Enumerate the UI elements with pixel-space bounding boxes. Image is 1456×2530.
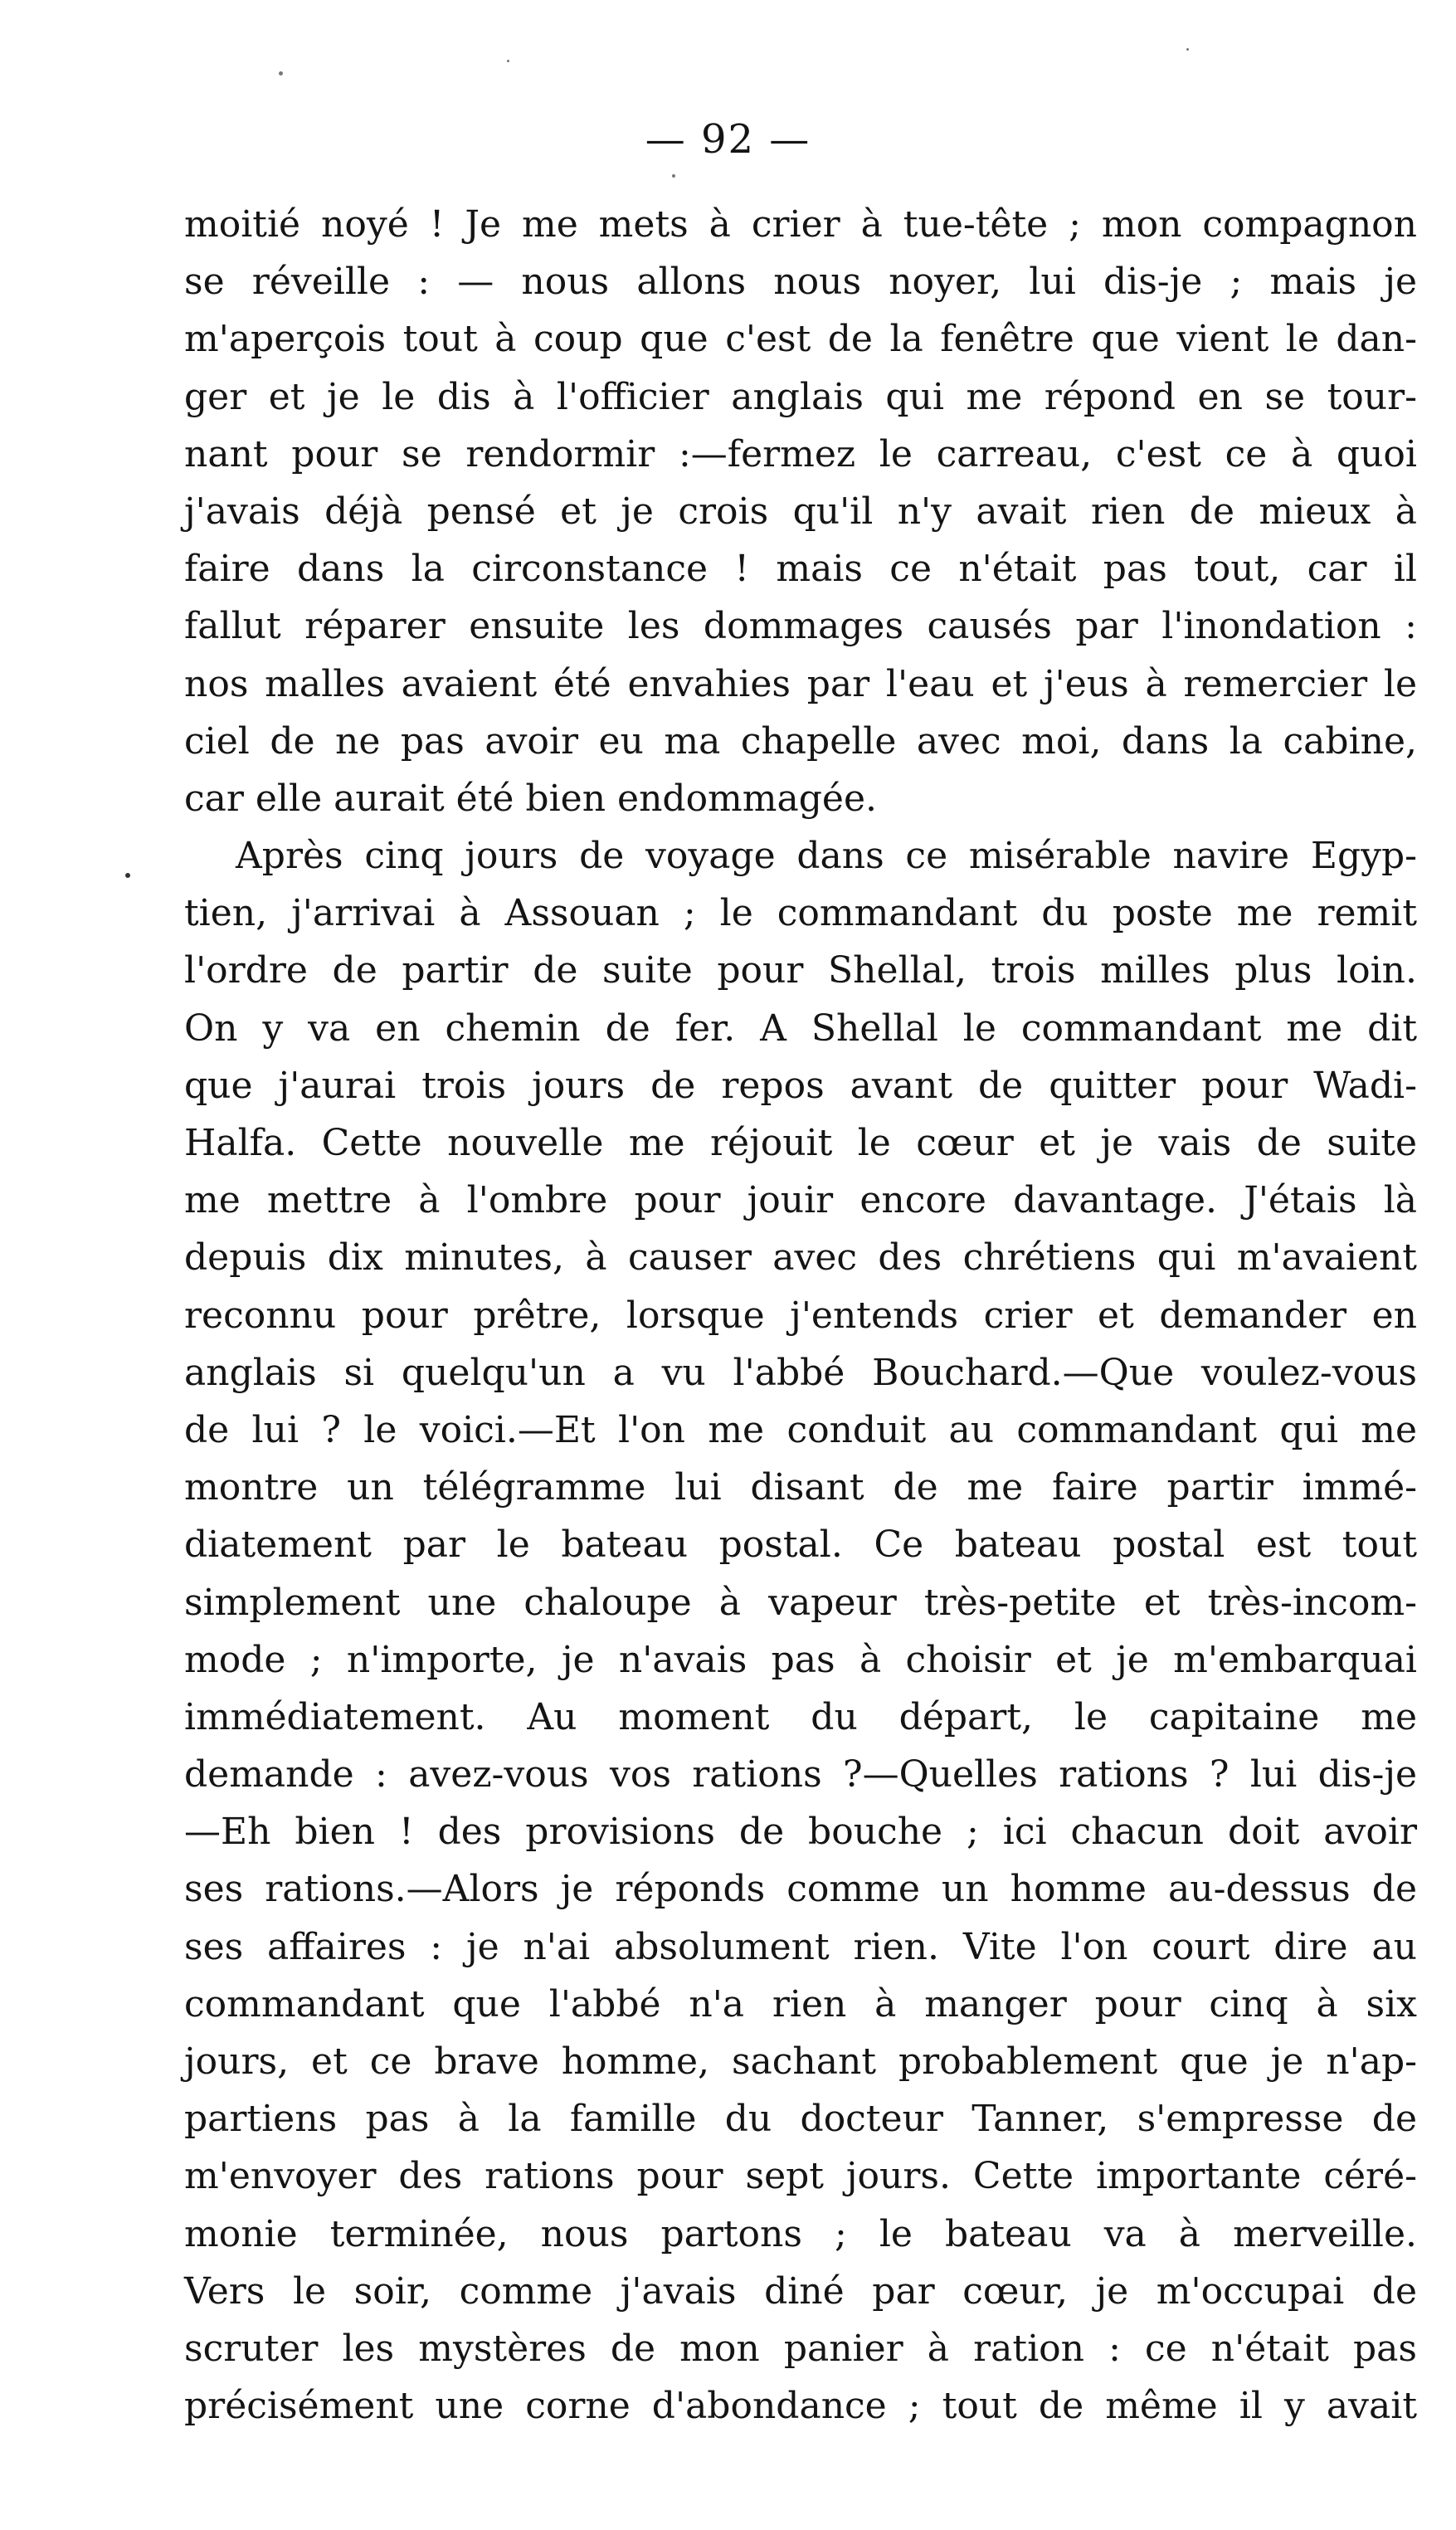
paper-speck xyxy=(1186,48,1189,51)
text-line: Halfa. Cette nouvelle me réjouit le cœur et je vais de suite xyxy=(184,1122,1417,1164)
text-line: de lui ? le voici.—Et l'on me conduit au commandant qui me xyxy=(184,1408,1417,1451)
paper-speck xyxy=(672,174,675,178)
text-line: Vers le soir, comme j'avais diné par cœur, je m'occupai de xyxy=(184,2269,1417,2313)
paragraph xyxy=(184,827,1417,2435)
text-line: immédiatement. Au moment du départ, le capitaine me xyxy=(184,1695,1417,1738)
text-line: montre un télégramme lui disant de me faire partir immé- xyxy=(184,1466,1417,1509)
paper-speck xyxy=(507,60,509,62)
text-line: j'avais déjà pensé et je crois qu'il n'y avait rien de mieux à xyxy=(184,490,1417,533)
text-line: moitié noyé ! Je me mets à crier à tue-tête ; mon compagnon xyxy=(184,203,1417,246)
text-line: Après cinq jours de voyage dans ce misérable navire Egyp- xyxy=(236,835,1417,878)
page-number: — 92 — xyxy=(645,116,811,163)
text-line: me mettre à l'ombre pour jouir encore davantage. J'étais là xyxy=(184,1179,1417,1222)
text-line: anglais si quelqu'un a vu l'abbé Bouchard.—Que voulez-vous xyxy=(184,1351,1417,1394)
text-line: tien, j'arrivai à Assouan ; le commandant du poste me remit xyxy=(184,892,1417,935)
text-line: ger et je le dis à l'officier anglais qui me répond en se tour- xyxy=(184,375,1417,418)
text-line: reconnu pour prêtre, lorsque j'entends crier et demander en xyxy=(184,1294,1417,1337)
text-line: fallut réparer ensuite les dommages causés par l'inondation : xyxy=(184,605,1417,648)
text-line: depuis dix minutes, à causer avec des chrétiens qui m'avaient xyxy=(184,1236,1417,1280)
text-line: nant pour se rendormir :—fermez le carreau, c'est ce à quoi xyxy=(184,432,1417,475)
text-line: ciel de ne pas avoir eu ma chapelle avec moi, dans la cabine, xyxy=(184,719,1417,763)
text-line: précisément une corne d'abondance ; tout de même il y avait xyxy=(184,2385,1417,2428)
paper-speck xyxy=(125,873,130,878)
text-line: demande : avez-vous vos rations ?—Quelles rations ? lui dis-je xyxy=(184,1753,1417,1796)
text-line: faire dans la circonstance ! mais ce n'était pas tout, car il xyxy=(184,548,1417,591)
text-line: —Eh bien ! des provisions de bouche ; ici chacun doit avoir xyxy=(184,1811,1417,1854)
text-line: l'ordre de partir de suite pour Shellal, trois milles plus loin. xyxy=(184,949,1417,992)
text-line: ses affaires : je n'ai absolument rien. Vite l'on court dire au xyxy=(184,1925,1417,1968)
text-line: diatement par le bateau postal. Ce bateau postal est tout xyxy=(184,1523,1417,1567)
text-line: simplement une chaloupe à vapeur très-petite et très-incom- xyxy=(184,1581,1417,1624)
text-line: que j'aurai trois jours de repos avant de quitter pour Wadi- xyxy=(184,1064,1417,1107)
body-text xyxy=(184,196,1417,2435)
text-line: scruter les mystères de mon panier à ration : ce n'était pas xyxy=(184,2327,1417,2370)
text-line: mode ; n'importe, je n'avais pas à choisir et je m'embarquai xyxy=(184,1638,1417,1681)
text-line: m'aperçois tout à coup que c'est de la fenêtre que vient le dan- xyxy=(184,318,1417,361)
text-line: partiens pas à la famille du docteur Tanner, s'empresse de xyxy=(184,2098,1417,2141)
text-line: m'envoyer des rations pour sept jours. Cette importante céré- xyxy=(184,2155,1417,2198)
paragraph xyxy=(184,196,1417,827)
text-line: jours, et ce brave homme, sachant probablement que je n'ap- xyxy=(184,2040,1417,2083)
text-line: monie terminée, nous partons ; le bateau va à merveille. xyxy=(184,2212,1417,2255)
text-line: commandant que l'abbé n'a rien à manger pour cinq à six xyxy=(184,1982,1417,2025)
paper-speck xyxy=(279,71,283,76)
text-line: se réveille : — nous allons nous noyer, lui dis-je ; mais je xyxy=(184,261,1417,304)
text-line: nos malles avaient été envahies par l'eau et j'eus à remercier le xyxy=(184,662,1417,705)
text-line: car elle aurait été bien endommagée. xyxy=(184,777,877,820)
text-line: On y va en chemin de fer. A Shellal le commandant me dit xyxy=(184,1007,1417,1050)
text-line: ses rations.—Alors je réponds comme un homme au-dessus de xyxy=(184,1868,1417,1911)
